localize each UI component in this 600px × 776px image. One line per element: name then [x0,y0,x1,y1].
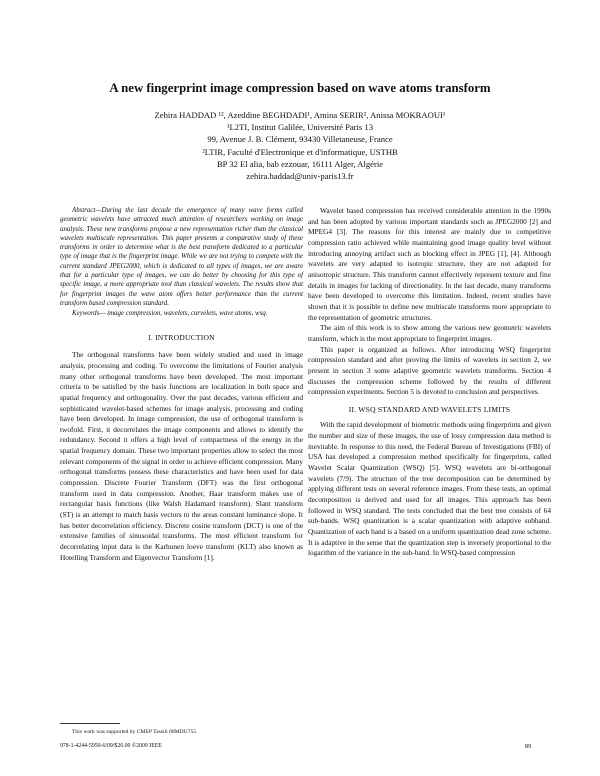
author-block [0,109,600,182]
right-column [308,206,551,559]
page-number: 89 [525,743,532,750]
wsq-paragraph: With the rapid development of biometric methods using fingerprints and given the number and size of these images, the use of lossy compression data method is inevitable. In response to this need, the Federal Bureau of Investigations (FBI) of USA has developed a compression method specifically for fingerprints, called Wavelet Scalar Quantization (WSQ) [5]. WSQ wavelets are bi-orthogonal wavelets (7/9). The structure of the tree decomposition can be determined by applying different tests on several reference images. From these tests, an optimal decomposition is derived and used for all images. This approach has been followed in WSQ standard. The tests concluded that the best tree consists of 64 sub-bands. WSQ quantization is a scalar quantization with adaptive subband. Quantization of each band is a based on a uniform quantization dead zone scheme. It is adaptive in the sense that the quantization step is inversely proportional to the logarithm of the variance in the sub-band. In WSQ-based compression [308,420,551,558]
abstract-block [60,206,303,319]
affiliation-line-4: BP 32 El alia, bab ezzouar, 16111 Alger, Algérie [216,158,384,169]
affiliation-line-1: ¹L2TI, Institut Galilée, Université Paris 13 [226,122,373,133]
section-heading-introduction: I. INTRODUCTION [148,332,215,342]
affiliation-line-3: ²LTIR, Faculté d'Electronique et d'informatique, USTHB [202,146,398,157]
footer-copyright: 978-1-4244-5950-6/09/$26.00 ©2009 IEEE [60,743,162,749]
left-column [60,206,303,563]
abstract-text: Abstract—During the last decade the emergence of many wave forms called geometric wavelets have attracted much attention of researchers working on image analysis. These new transforms propose a new representation richer than the classical wavelets multiscale representation. This paper presents a comparative study of these transforms in order to determine what is the best transform dedicated to a particular type of image that is the fingerprint image. While we are not trying to compete with the current standard JPEG2000, which is dedicated to all types of images, we are aware that for a particular type of images, we can do better by choosing for this type of specific image, a more appropriate tool than classical wavelets. The results show that for fingerprint images the wave atom offers better performance than the current transform based compression standard. [60,207,303,307]
footnote-rule [60,723,120,724]
affiliation-line-2: 99, Avenue J. B. Clément, 93430 Villetaneuse, France [207,134,393,145]
right-paragraph-2: The aim of this work is to show among the various new geometric wavelets transform, which is the most appropriate to fingerprint images. [308,323,551,343]
introduction-paragraph: The orthogonal transforms have been widely studied and used in image analysis, processing and coding. To overcome the limitations of Fourier analysis many other orthogonal transforms have been developed. The most important criteria to be satisfied by the basis functions are localization in both space and spatial frequency and orthogonality. Over the past decades, various efficient and sophisticated wavelet-based schemes for image analysis, processing and coding have been developed. In image compression, the use of orthogonal transform is twofold. First, it decorrelates the image components and allows to identify the redundancy. Second it offers a high level of compactness of the energy in the spatial frequency domain. These two important properties allow to select the most relevant components of the signal in order to achieve efficient compression. Many orthogonal transforms possess these characteristics and have been used for data compression. Discrete Fourier Transform (DFT) was the first orthogonal transform used in data compression. Another, Haar transform makes use of rectangular basis functions (like Walsh Hadamard transform). Slant transform (ST) is an attempt to match basis vectors to the areas constant luminance slope. It has better decorrelation efficiency. Discrete cosine transform (DCT) is one of the extensive families of sinusoidal transforms. The most efficient transform for decorrelating input data is the Karhunen loeve transform (KLT) also known as Hotelling Transform and Eigenvector Transform [1]. [60,350,303,562]
author-email: zehira.haddad@univ-paris13.fr [246,171,354,182]
author-names: Zehira HADDAD ¹², Azeddine BEGHDADI¹, Amina SERIR², Anissa MOKRAOUI¹ [154,110,446,120]
section-heading-wsq: II. WSQ STANDARD AND WAVELETS LIMITS [348,404,511,414]
right-paragraph-1: Wavelet based compression has received considerable attention in the 1990s and has been adopted by various important standards such as JPEG2000 [2] and MPEG4 [3]. The reasons for this interest are mainly due to competitive compression ratio achieved while maintaining good image quality level without introducing annoying artifact such as blocking effect in JPEG [1], [4]. Although wavelets are very adapted to isotropic structure, they are not adapted for anisotropic structure. This transform cannot effectively represent texture and fine details in images for lacking of directionality. In the last decade, many transforms have been developed to overcome this limitation. Indeed, recent studies have shown that it is possible to define new multiscale transforms more appropriate to the representation of geometric structures. [308,206,551,322]
right-paragraph-3: This paper is organized as follows. After introducing WSQ fingerprint compression standard and after proving the limits of wavelets in section 2, we present in section 3 some adaptive geometric wavelets transforms. Section 4 discusses the compression scheme followed by the results of different compression experiments. Section 5 is devoted to conclusion and perspectives. [308,344,551,397]
footnote: This work was supported by CMEP Tassili 08MDU755. [72,729,198,735]
paper-title: A new fingerprint image compression based on wave atoms transform [109,81,491,95]
keywords-text: Keywords— image compression, wavelets, curvelets, wave atoms, wsq. [72,310,268,318]
